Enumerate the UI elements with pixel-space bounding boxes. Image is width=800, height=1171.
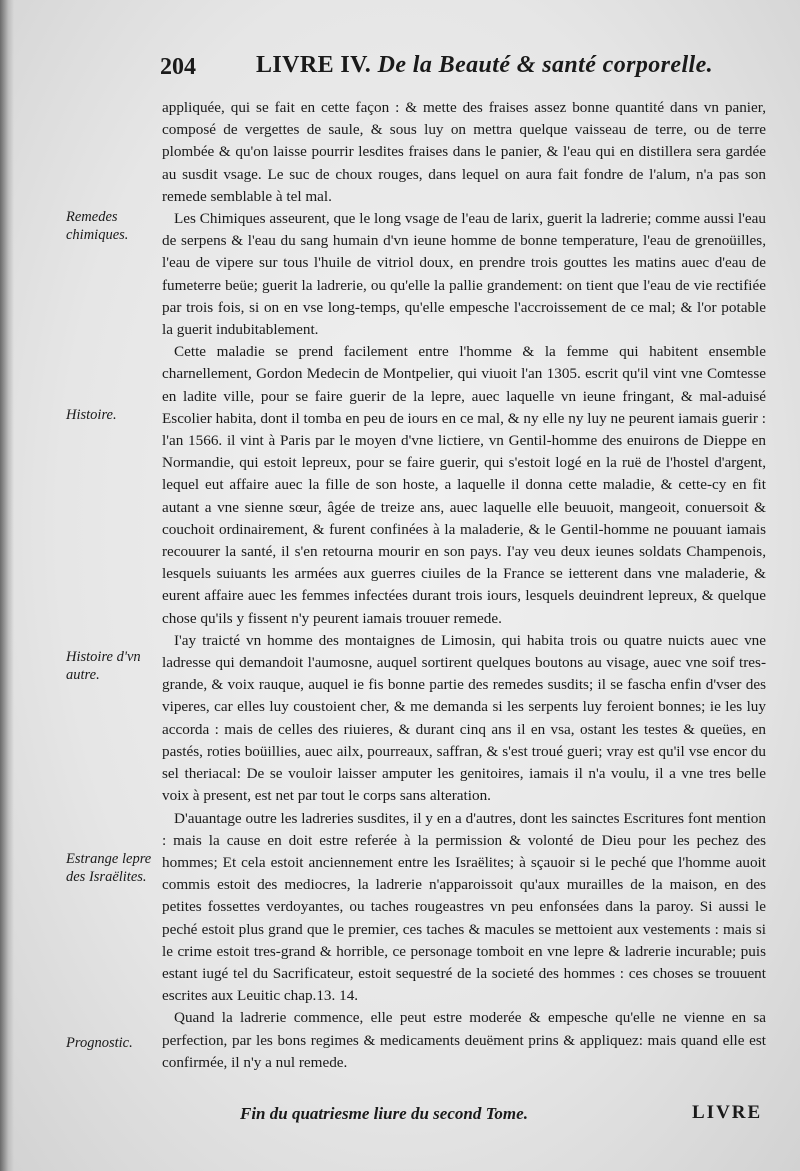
paragraph-1: appliquée, qui se fait en cette façon : & mette des fraises assez bonne quantité dans vn panier, composé de vergettes de saule, & sous luy on mettra quelque vaisseau de terre, ou de terre plombée & qu'on laisse pourrir lesdites fraises dans le panier, & l'eau qui en distillera sera gardée au susdit vsage. Le suc de choux rouges, dans lequel on aura fait fondre de l'alum, n'a pas son remede semblable à tel mal. [162, 99, 766, 205]
margin-note-remedes-chimiques: Remedes chimiques. [66, 209, 129, 243]
page-number: 204 [160, 54, 196, 80]
paragraph-5: D'auantage outre les ladreries susdites, il y en a d'autres, dont les sainctes Escritures font mention : mais la cause en doit estre referée à la permission & volonté de Dieu pour les pechez des hommes; Et cela estoit anciennement entre les Israëlites; à sçauoir si le peché que l'homme auoit commis estoit des mediocres, la ladrerie n'apparoissoit qu'aux murailles de la maison, en des petites fossettes verdoyantes, ou taches rougeastres vn peu enfonsées dans la paroy. Si aussi le peché estoit plus grand que le premier, ces taches & macules se mettoient aux vestements : mais si le crime estoit tres-grand & horrible, ce personage tomboit en vne lepre & ladrerie incurable; puis estant iugé tel du Sacrificateur, estoit sequestré de la societé des hommes : ces choses se trouuent escrites aux Leuitic chap.13. 14. [162, 809, 766, 1005]
margin-note-prognostic: Prognostic. [66, 1035, 133, 1051]
paragraph-2: Les Chimiques asseurent, que le long vsage de l'eau de larix, guerit la ladrerie; comme aussi l'eau de serpens & l'eau du sang humain d'vn ieune homme de bonne temperature, l'eau de grenoüilles, l'eau de vipere sur tous l'huile de vitriol doux, en prendre trois gouttes les matins auec d'eau de fumeterre beüe; guerit la ladrerie, ou qu'elle la pallie grandement: on tient que l'eau de vie rectifiée par trois fois, si on en vse long-temps, qu'elle empesche l'accroissement de ce mal; & l'or potable la guerit indubitablement. [162, 210, 766, 339]
main-text [162, 97, 766, 1074]
paragraph-3: Cette maladie se prend facilement entre l'homme & la femme qui habitent ensemble charnellement, Gordon Medecin de Montpelier, qui viuoit l'an 1305. escrit qu'il vint vne Comtesse en ladite ville, pour se faire guerir de la lepre, auec laquelle vn ieune fringant, & mal-aduisé Escolier habita, dont il tomba en peu de iours en ce mal, & ny elle ny luy ne peurent iamais guerir : l'an 1566. il vint à Paris par le moyen d'vne lictiere, vn Gentil-homme des enuirons de Dieppe en Normandie, qui estoit lepreux, pour se faire guerir, qui s'estoit logé en la ruë de l'hostel d'argent, lequel eut affaire auec la fille de son hoste, a laquelle il donna cette maladie, & cette-cy en fit autant a vne sienne sœur, âgée de treize ans, auec laquelle elle beuuoit, mangeoit, conuersoit & couchoit ordinairement, & furent confinées à la maladerie, & le Gentil-homme ne pouuant iamais recouurer la santé, il s'en retourna mourir en son pays. I'ay veu deux ieunes soldats Champenois, lesquels suiuants les armées aux guerres ciuiles de la France se ietterent dans vne maladerie, & eurent affaire auec les femmes infectées durant trois iours, lesquels deuindrent lepreux, & quelque chose qu'ils y fissent n'y peurent iamais trouuer remede. [162, 343, 766, 627]
running-title-subject: De la Beauté & santé corporelle. [377, 52, 714, 78]
running-title [256, 52, 713, 79]
catchword: LIVRE [692, 1102, 763, 1123]
running-header [160, 52, 740, 88]
end-of-book-line: Fin du quatriesme liure du second Tome. [240, 1104, 528, 1123]
paragraph-4: I'ay traicté vn homme des montaignes de Limosin, qui habita trois ou quatre nuicts auec vne ladresse qui demandoit l'aumosne, auquel sortirent quelques boutons au visage, auec vne soif tres-grande, & voix rauque, auquel ie fis bonne partie des remedes susdits; il se fascha enfin d'vser des viperes, car elles luy coustoient cher, & me demanda si les serpents luy feroient bonnes; ie les luy accorda : mais de celles des riuieres, & durant cinq ans il en vsa, ostant les testes & queües, en pastés, roties boüillies, auec ailx, pourreaux, saffran, & s'est troué gueri; vray est qu'il vse encor du sel theriacal: De se vouloir laisser amputer les genitoires, iamais il n'a voulu, il a vne tres belle voix à present, est net par tout le corps sans alteration. [162, 631, 766, 805]
margin-note-histoire-autre: Histoire d'vn autre. [66, 649, 141, 683]
margin-note-histoire: Histoire. [66, 407, 117, 423]
paragraph-6: Quand la ladrerie commence, elle peut estre moderée & empesche qu'elle ne vienne en sa perfection, par les bons regimes & medicaments deuëment prins & appliquez: mais quand elle est confirmée, il n'y a nul remede. [162, 1009, 766, 1071]
margin-note-lepre-israelites: Estrange lepre des Israëlites. [66, 851, 152, 885]
running-title-book: LIVRE IV. [256, 52, 372, 78]
page-gutter-shadow [0, 0, 14, 1171]
